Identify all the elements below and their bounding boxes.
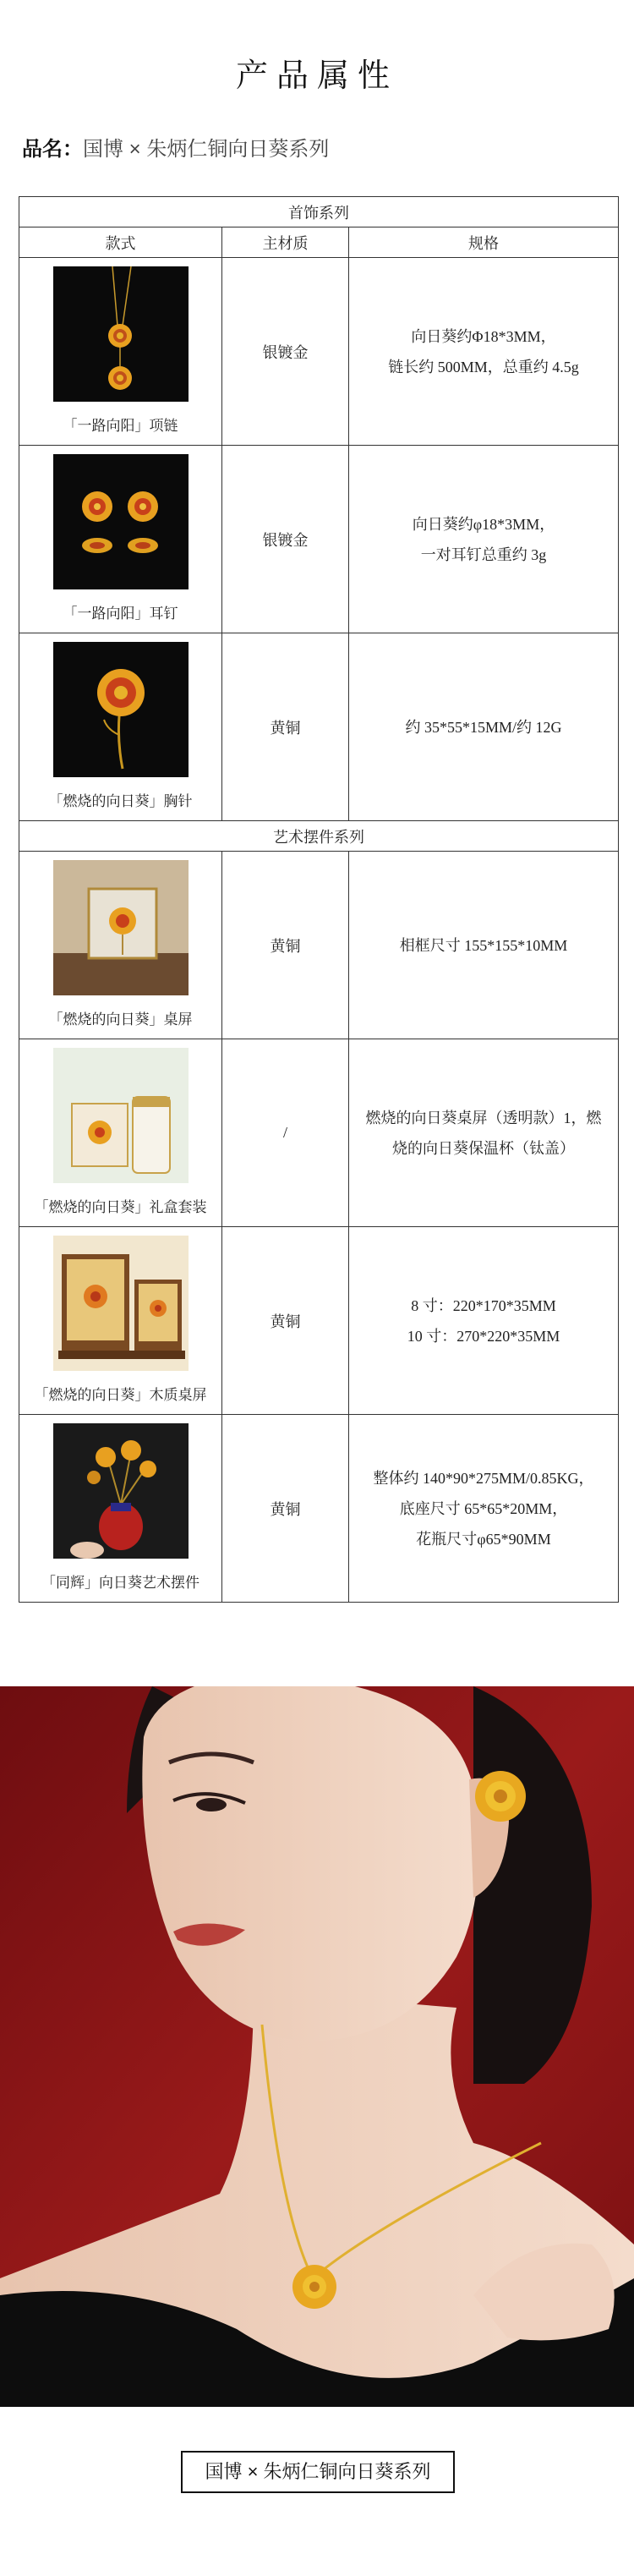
style-caption: 「燃烧的向日葵」胸针 bbox=[48, 793, 193, 809]
material-cell: 黄铜 bbox=[222, 1227, 349, 1415]
column-header-style: 款式 bbox=[19, 227, 222, 258]
vase-ornament-image bbox=[53, 1423, 189, 1559]
style-caption: 「同辉」向日葵艺术摆件 bbox=[41, 1575, 199, 1591]
table-screen-image bbox=[53, 860, 189, 995]
spec-cell bbox=[349, 1415, 619, 1603]
model-photo bbox=[0, 1686, 634, 2407]
style-cell bbox=[19, 633, 222, 821]
style-cell bbox=[19, 258, 222, 446]
spec-line: 烧的向日葵保温杯（钛盖） bbox=[392, 1139, 575, 1157]
spec-line: 相框尺寸 155*155*10MM bbox=[399, 936, 568, 954]
series-name-button[interactable]: 国博 × 朱炳仁铜向日葵系列 bbox=[181, 2451, 455, 2493]
spec-line: 一对耳钉总重约 3g bbox=[420, 545, 547, 563]
material-cell: 黄铜 bbox=[222, 1415, 349, 1603]
style-caption: 「燃烧的向日葵」桌屏 bbox=[48, 1011, 193, 1028]
section-title: 首饰系列 bbox=[19, 197, 619, 227]
page-title: 产品属性 bbox=[235, 58, 398, 94]
spec-line: 底座尺寸 65*65*20MM， bbox=[399, 1499, 568, 1517]
spec-line: 8 寸：220*170*35MM bbox=[411, 1296, 556, 1314]
style-caption: 「燃烧的向日葵」礼盒套装 bbox=[34, 1199, 207, 1215]
material-cell: 黄铜 bbox=[222, 852, 349, 1039]
table-row bbox=[19, 633, 619, 821]
spec-line: 约 35*55*15MM/约 12G bbox=[405, 718, 562, 736]
spec-cell bbox=[349, 1227, 619, 1415]
table-row bbox=[19, 1039, 619, 1227]
style-caption: 「燃烧的向日葵」木质桌屏 bbox=[34, 1387, 207, 1403]
spec-line: 向日葵约φ18*3MM， bbox=[412, 515, 555, 533]
spec-cell bbox=[349, 852, 619, 1039]
header-row bbox=[19, 227, 619, 258]
spec-line: 向日葵约Φ18*3MM， bbox=[411, 327, 556, 345]
wooden-screen-image bbox=[53, 1236, 189, 1371]
material-cell: 银镀金 bbox=[222, 258, 349, 446]
product-name-label: 品名： bbox=[22, 138, 83, 161]
brooch-image bbox=[53, 642, 189, 777]
spec-cell bbox=[349, 1039, 619, 1227]
spec-line: 整体约 140*90*275MM/0.85KG， bbox=[373, 1469, 594, 1487]
style-cell bbox=[19, 852, 222, 1039]
style-cell bbox=[19, 446, 222, 633]
style-caption: 「一路向阳」项链 bbox=[63, 418, 178, 434]
style-cell bbox=[19, 1415, 222, 1603]
spec-cell bbox=[349, 258, 619, 446]
spec-cell bbox=[349, 633, 619, 821]
material-cell: 黄铜 bbox=[222, 633, 349, 821]
gift-box-image bbox=[53, 1048, 189, 1183]
spec-table bbox=[19, 196, 619, 1603]
spec-cell bbox=[349, 446, 619, 633]
earrings-image bbox=[53, 454, 189, 589]
spec-line: 链长约 500MM，总重约 4.5g bbox=[388, 358, 579, 375]
column-header-material: 主材质 bbox=[222, 227, 349, 258]
table-row bbox=[19, 1227, 619, 1415]
spec-line: 10 寸：270*220*35MM bbox=[407, 1327, 560, 1345]
style-cell bbox=[19, 1039, 222, 1227]
necklace-image bbox=[53, 266, 189, 402]
product-name-value: 国博 × 朱炳仁铜向日葵系列 bbox=[83, 138, 330, 161]
style-caption: 「一路向阳」耳钉 bbox=[63, 606, 178, 622]
spec-line: 花瓶尺寸φ65*90MM bbox=[416, 1530, 551, 1548]
section-row bbox=[19, 821, 619, 852]
material-cell: 银镀金 bbox=[222, 446, 349, 633]
spec-line: 燃烧的向日葵桌屏（透明款）1，燃 bbox=[365, 1109, 602, 1126]
table-row bbox=[19, 258, 619, 446]
table-row bbox=[19, 852, 619, 1039]
section-row bbox=[19, 197, 619, 227]
material-cell: / bbox=[222, 1039, 349, 1227]
table-row bbox=[19, 446, 619, 633]
table-row bbox=[19, 1415, 619, 1603]
column-header-spec: 规格 bbox=[349, 227, 619, 258]
section-title: 艺术摆件系列 bbox=[19, 821, 619, 852]
product-name-line bbox=[22, 132, 329, 162]
style-cell bbox=[19, 1227, 222, 1415]
